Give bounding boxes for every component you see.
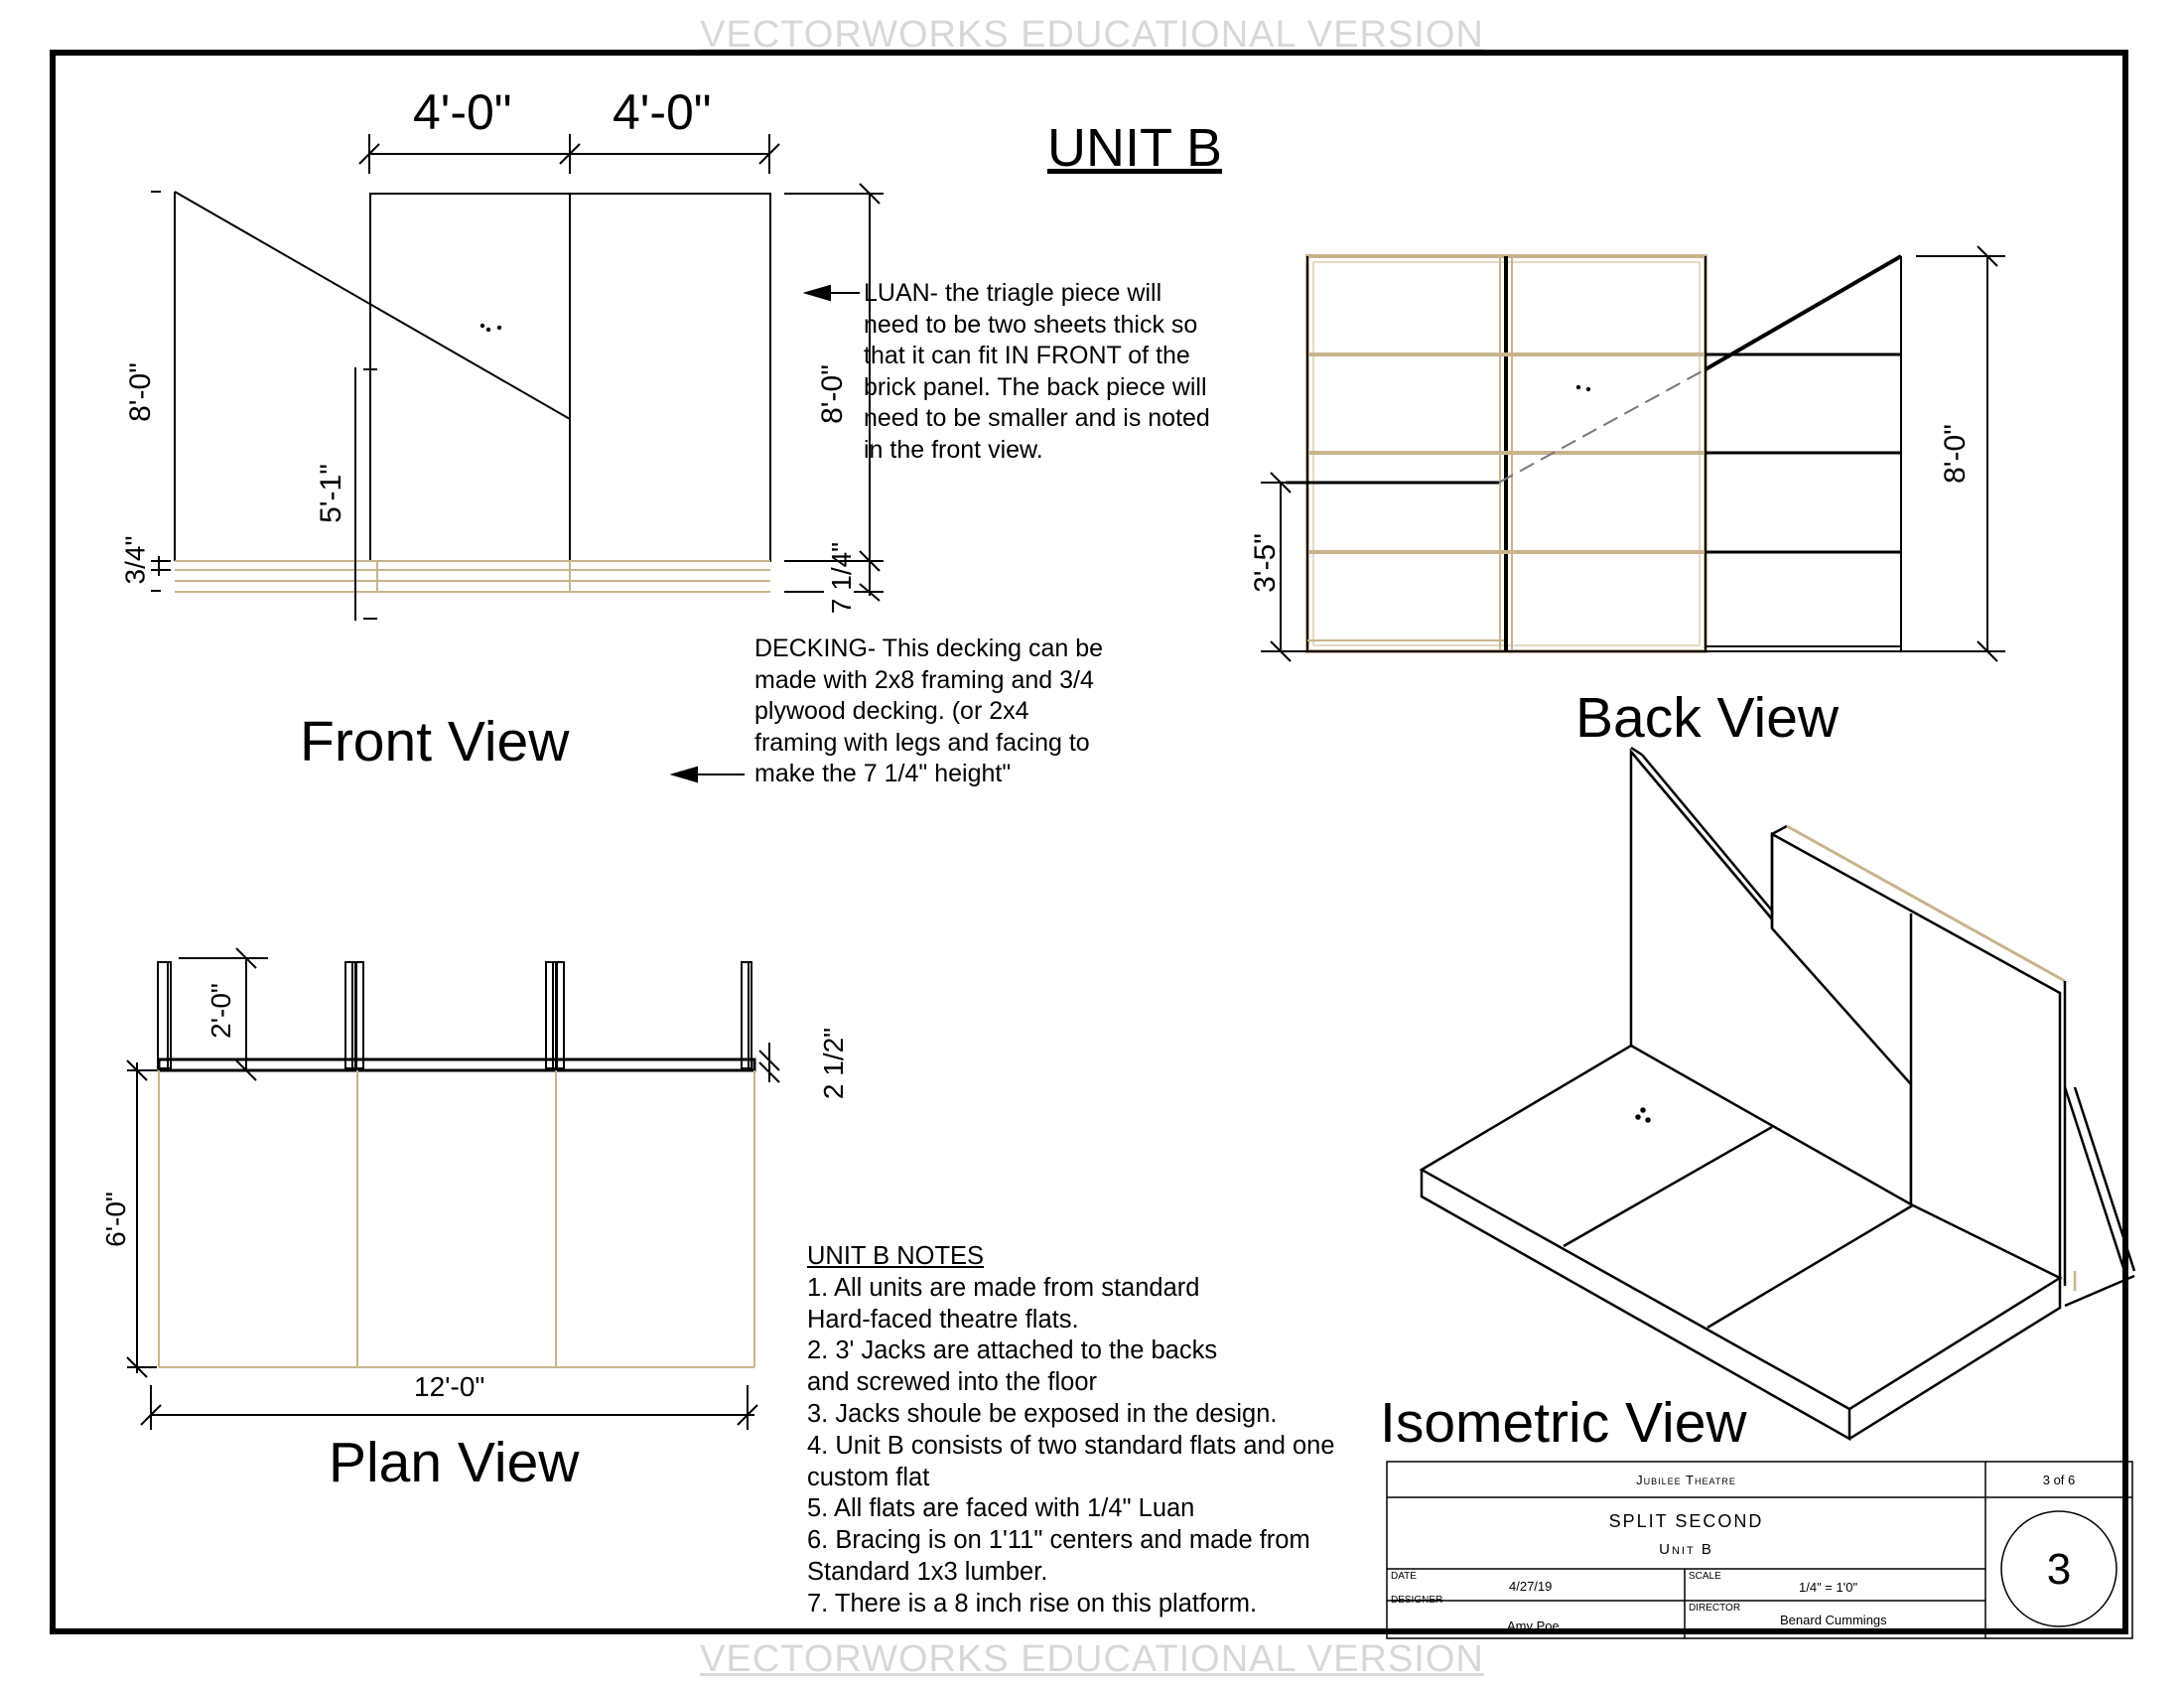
back-view-drawing bbox=[1261, 246, 2005, 661]
luan-note-line: brick panel. The back piece will bbox=[864, 372, 1207, 401]
title-block-designer-label: DESIGNER bbox=[1391, 1595, 1443, 1606]
back-dim-height: 8'-0" bbox=[1938, 424, 1972, 484]
title-block-director: Benard Cummings bbox=[1780, 1613, 1887, 1627]
front-dim-height-left: 8'-0" bbox=[123, 362, 157, 422]
title-block-sheet-number: 3 bbox=[2046, 1545, 2072, 1594]
isometric-view-label: Isometric View bbox=[1380, 1391, 1747, 1455]
title-block-director-label: DIRECTOR bbox=[1689, 1603, 1741, 1614]
title-block-drawing: Unit B bbox=[1659, 1541, 1713, 1558]
front-dim-inner: 5'-1" bbox=[314, 464, 347, 523]
title-block-show: SPLIT SECOND bbox=[1608, 1511, 1764, 1531]
luan-note-line: need to be smaller and is noted bbox=[864, 404, 1210, 432]
unit-note-line: Hard-faced theatre flats. bbox=[807, 1305, 1079, 1334]
unit-note-line: 2. 3' Jacks are attached to the backs bbox=[807, 1336, 1218, 1365]
luan-note bbox=[864, 278, 1210, 466]
plan-dim-depth: 6'-0" bbox=[99, 1192, 131, 1247]
unit-notes bbox=[807, 1241, 1335, 1620]
isometric-view-drawing bbox=[1422, 748, 2134, 1439]
decking-note-line: make the 7 1/4" height" bbox=[754, 760, 1012, 787]
luan-note-line: LUAN- the triagle piece will bbox=[864, 279, 1162, 307]
back-dim-jack: 3'-5" bbox=[1248, 533, 1282, 593]
unit-note-line: 4. Unit B consists of two standard flats and one bbox=[807, 1431, 1335, 1460]
plan-dim-jack-depth: 2'-0" bbox=[205, 983, 236, 1039]
unit-note-line: 7. There is a 8 inch rise on this platform. bbox=[807, 1589, 1258, 1618]
back-view-label: Back View bbox=[1575, 686, 1840, 750]
title-block-date: 4/27/19 bbox=[1509, 1579, 1553, 1594]
unit-note-line: custom flat bbox=[807, 1463, 930, 1491]
unit-title: UNIT B bbox=[1047, 118, 1223, 178]
title-block-scale-label: SCALE bbox=[1689, 1571, 1721, 1582]
unit-note-line: Standard 1x3 lumber. bbox=[807, 1557, 1048, 1586]
title-block-designer: Amy Poe bbox=[1507, 1618, 1560, 1633]
decking-note-line: DECKING- This decking can be bbox=[754, 634, 1104, 662]
unit-note-line: 5. All flats are faced with 1/4" Luan bbox=[807, 1494, 1195, 1523]
title-block-sheet-of: 3 of 6 bbox=[2042, 1473, 2076, 1487]
watermark-bottom: VECTORWORKS EDUCATIONAL VERSION bbox=[700, 1638, 1484, 1680]
luan-note-line: need to be two sheets thick so bbox=[864, 310, 1198, 339]
plan-dim-flat-thickness: 2 1/2" bbox=[818, 1027, 850, 1100]
unit-note-line: 1. All units are made from standard bbox=[807, 1273, 1200, 1302]
title-block-scale: 1/4" = 1'0" bbox=[1799, 1580, 1858, 1595]
plan-dim-width: 12'-0" bbox=[414, 1371, 485, 1402]
decking-note bbox=[754, 633, 1103, 790]
front-dim-platform: 7 1/4" bbox=[826, 541, 858, 615]
front-dim-width-right: 4'-0" bbox=[613, 84, 712, 140]
front-dim-thickness: 3/4" bbox=[119, 535, 151, 585]
title-block-theatre: Jubilee Theatre bbox=[1636, 1473, 1736, 1487]
front-view-label: Front View bbox=[300, 710, 570, 774]
unit-note-line: 6. Bracing is on 1'11" centers and made from bbox=[807, 1526, 1310, 1555]
luan-note-line: in the front view. bbox=[864, 435, 1043, 464]
decking-note-line: made with 2x8 framing and 3/4 bbox=[754, 665, 1094, 694]
plan-view-label: Plan View bbox=[329, 1431, 580, 1494]
watermark-top: VECTORWORKS EDUCATIONAL VERSION bbox=[700, 14, 1484, 56]
decking-note-line: plywood decking. (or 2x4 bbox=[754, 697, 1029, 725]
decking-note-line: framing with legs and facing to bbox=[754, 728, 1090, 757]
unit-note-line: 3. Jacks shoule be exposed in the design. bbox=[807, 1399, 1278, 1428]
title-block-date-label: DATE bbox=[1391, 1571, 1417, 1582]
front-dim-width-left: 4'-0" bbox=[413, 84, 512, 140]
unit-notes-heading: UNIT B NOTES bbox=[807, 1242, 985, 1270]
unit-note-line: and screwed into the floor bbox=[807, 1368, 1098, 1397]
luan-note-line: that it can fit IN FRONT of the bbox=[864, 342, 1190, 369]
front-dim-height-right: 8'-0" bbox=[815, 364, 849, 424]
